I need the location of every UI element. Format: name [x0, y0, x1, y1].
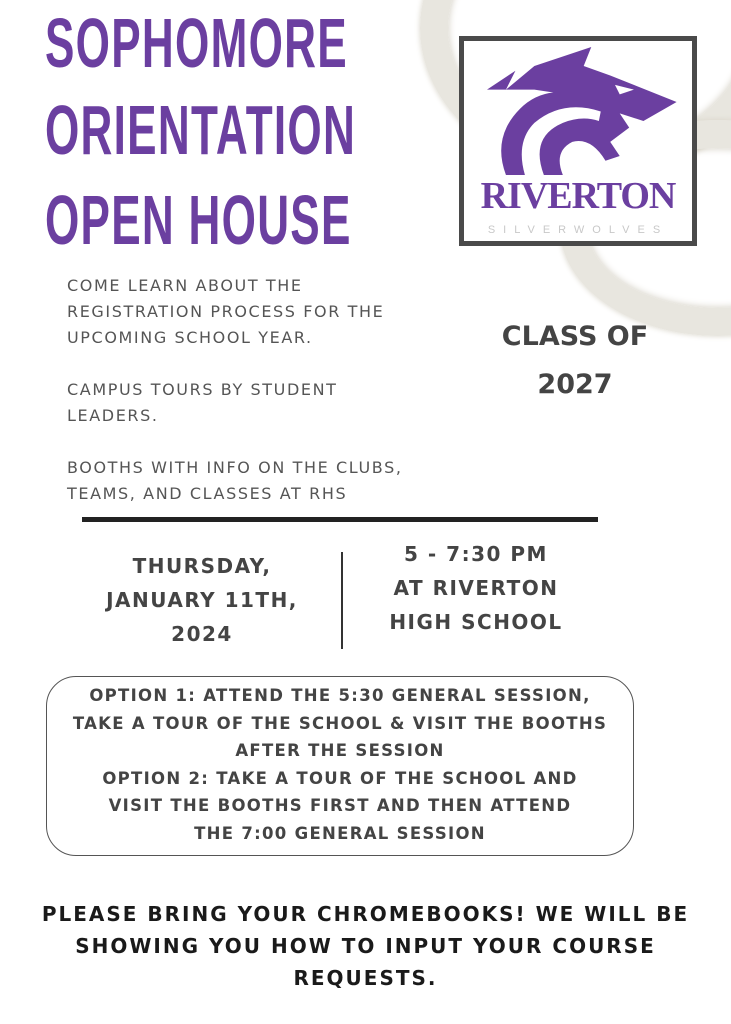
date-line: JANUARY 11TH, — [106, 588, 298, 612]
detail-booths: BOOTHS WITH INFO ON THE CLUBS, TEAMS, AND CLASSES AT RHS — [67, 458, 403, 503]
option-1: OPTION 1: ATTEND THE 5:30 GENERAL SESSION, TAKE A TOUR OF THE SCHOOL & VISIT THE BOOTHS AFTER THE SESSION — [72, 686, 608, 760]
event-details — [67, 273, 437, 533]
riverton-logo — [459, 36, 697, 246]
divider — [82, 517, 598, 522]
date-line: THURSDAY, — [132, 554, 272, 578]
class-line: CLASS OF — [501, 321, 649, 352]
options-box — [46, 676, 634, 856]
title-line: SOPHOMORE — [45, 4, 348, 82]
chromebook-reminder: PLEASE BRING YOUR CHROMEBOOKS! WE WILL BE SHOWING YOU HOW TO INPUT YOUR COURSE REQUESTS. — [41, 902, 690, 990]
title-line: ORIENTATION — [45, 91, 357, 169]
vertical-divider — [341, 552, 343, 649]
class-of-label — [470, 313, 680, 409]
date-line: 2024 — [171, 622, 233, 646]
event-date — [82, 549, 322, 651]
logo-subtitle: SILVERWOLVES — [487, 224, 669, 236]
location-line: AT RIVERTON — [393, 576, 559, 600]
wolf-icon — [472, 47, 684, 175]
logo-name: RIVERTON — [480, 175, 676, 217]
detail-registration: COME LEARN ABOUT THE REGISTRATION PROCESS FOR THE UPCOMING SCHOOL YEAR. — [67, 276, 385, 347]
location-line: HIGH SCHOOL — [389, 610, 563, 634]
class-year: 2027 — [537, 369, 613, 400]
title-line: OPEN HOUSE — [45, 181, 352, 259]
detail-tours: CAMPUS TOURS BY STUDENT LEADERS. — [67, 380, 338, 425]
page-title — [45, 0, 357, 270]
event-time-location — [360, 537, 592, 639]
option-2: OPTION 2: TAKE A TOUR OF THE SCHOOL AND VISIT THE BOOTHS FIRST AND THEN ATTEND THE 7:00 GENERAL SESSION — [102, 768, 578, 843]
time-line: 5 - 7:30 PM — [404, 542, 548, 566]
